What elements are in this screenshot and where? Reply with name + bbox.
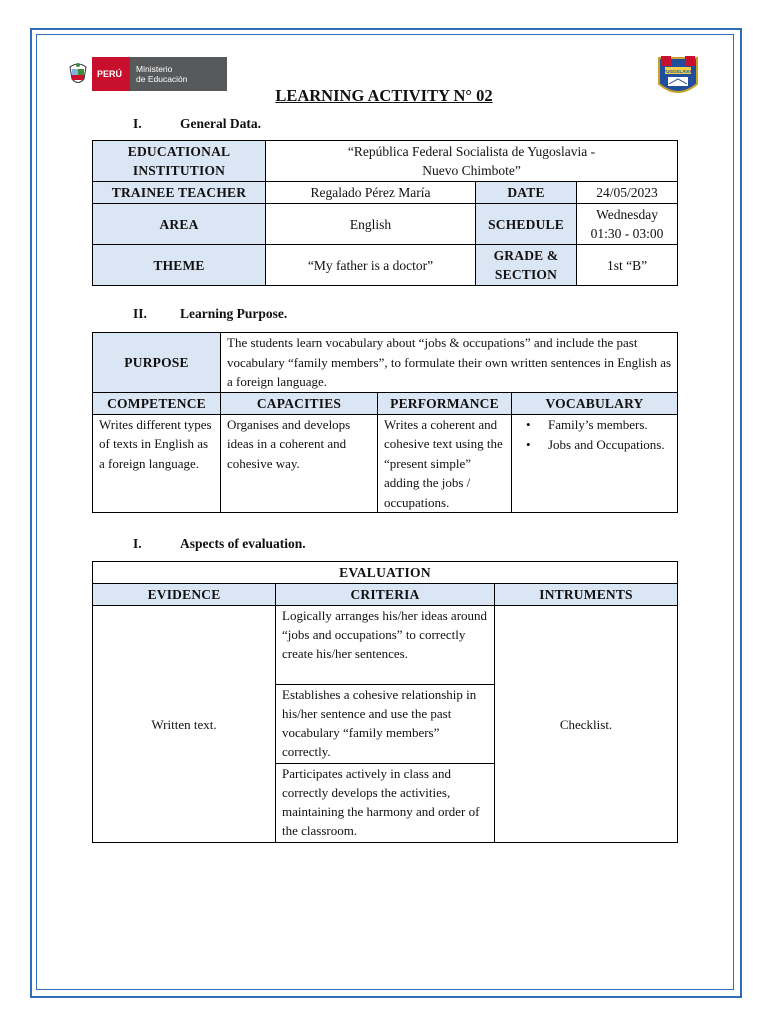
vocabulary-item-text: Family’s members. bbox=[548, 416, 648, 432]
schedule-time: 01:30 - 03:00 bbox=[590, 226, 664, 241]
evidence-header: EVIDENCE bbox=[93, 584, 276, 606]
evaluation-title-cell: EVALUATION bbox=[93, 562, 678, 584]
criteria-header: CRITERIA bbox=[276, 584, 495, 606]
list-item: • Family’s members. bbox=[526, 416, 648, 432]
institution-label-cell bbox=[93, 141, 266, 182]
vocabulary-list bbox=[518, 415, 672, 455]
performance-cell: Writes a coherent and cohesive text using the “present simple” adding the jobs / occupations. bbox=[378, 414, 512, 513]
institution-value-cell bbox=[266, 141, 678, 182]
section-number: I. bbox=[133, 536, 142, 551]
institution-label-line-2: INSTITUTION bbox=[132, 163, 226, 178]
institution-value-line-2: Nuevo Chimbote” bbox=[422, 163, 521, 178]
ministry-line-1: Ministerio bbox=[136, 64, 173, 74]
performance-header: PERFORMANCE bbox=[378, 392, 512, 414]
grade-label-cell bbox=[476, 245, 577, 286]
section-purpose-heading bbox=[133, 306, 287, 322]
competence-cell: Writes different types of texts in English as a foreign language. bbox=[93, 414, 221, 513]
purpose-label-cell: PURPOSE bbox=[93, 333, 221, 393]
area-value-cell: English bbox=[266, 204, 476, 245]
section-label: Learning Purpose. bbox=[180, 306, 288, 321]
section-general-heading bbox=[133, 116, 261, 132]
date-label-cell: DATE bbox=[476, 182, 577, 204]
learning-purpose-table bbox=[92, 332, 678, 513]
vocabulary-item-text: Jobs and Occupations. bbox=[548, 436, 665, 452]
area-label-cell: AREA bbox=[93, 204, 266, 245]
general-data-table bbox=[92, 140, 678, 286]
criteria-cell: Logically arranges his/her ideas around “jobs and occupations” to correctly create his/her sentences. bbox=[276, 606, 495, 685]
section-number: I. bbox=[133, 116, 142, 131]
section-label: Aspects of evaluation. bbox=[180, 536, 306, 551]
date-value-cell: 24/05/2023 bbox=[577, 182, 678, 204]
grade-label-line-1: GRADE & bbox=[493, 248, 559, 263]
trainee-label-cell: TRAINEE TEACHER bbox=[93, 182, 266, 204]
page-title: LEARNING ACTIVITY N° 02 bbox=[275, 86, 493, 105]
instruments-cell: Checklist. bbox=[495, 606, 678, 843]
evidence-cell: Written text. bbox=[93, 606, 276, 843]
evaluation-table bbox=[92, 561, 678, 843]
theme-value-cell: “My father is a doctor” bbox=[266, 245, 476, 286]
capacities-header: CAPACITIES bbox=[221, 392, 378, 414]
grade-value-cell: 1st “B” bbox=[577, 245, 678, 286]
schedule-day: Wednesday bbox=[596, 207, 658, 222]
section-label: General Data. bbox=[180, 116, 261, 131]
institution-value-line-1: “República Federal Socialista de Yugoslavia - bbox=[347, 144, 596, 159]
schedule-label-cell: SCHEDULE bbox=[476, 204, 577, 245]
trainee-value-cell: Regalado Pérez María bbox=[266, 182, 476, 204]
peru-label: PERÚ bbox=[97, 69, 123, 79]
purpose-text-cell: The students learn vocabulary about “jobs & occupations” and include the past vocabulary “family members”, to formulate their own written sentences in English as a foreign language. bbox=[221, 333, 678, 393]
ministry-line-2: de Educación bbox=[136, 74, 188, 84]
list-item: • Jobs and Occupations. bbox=[526, 436, 665, 452]
section-evaluation-heading bbox=[133, 536, 306, 552]
instruments-header: INTRUMENTS bbox=[495, 584, 678, 606]
theme-label-cell: THEME bbox=[93, 245, 266, 286]
schedule-value-cell bbox=[577, 204, 678, 245]
criteria-cell: Participates actively in class and correctly develops the activities, maintaining the harmony and order of the classroom. bbox=[276, 764, 495, 843]
institution-label-line-1: EDUCATIONAL bbox=[127, 144, 231, 159]
capacities-cell: Organises and develops ideas in a coherent and cohesive way. bbox=[221, 414, 378, 513]
grade-label-line-2: SECTION bbox=[494, 267, 558, 282]
criteria-cell: Establishes a cohesive relationship in his/her sentence and use the past vocabulary “family members” correctly. bbox=[276, 685, 495, 764]
section-number: II. bbox=[133, 306, 147, 321]
vocabulary-header: VOCABULARY bbox=[512, 392, 678, 414]
competence-header: COMPETENCE bbox=[93, 392, 221, 414]
vocabulary-cell bbox=[512, 414, 678, 513]
school-crest-text: YUGOSLAVIA bbox=[663, 69, 693, 74]
